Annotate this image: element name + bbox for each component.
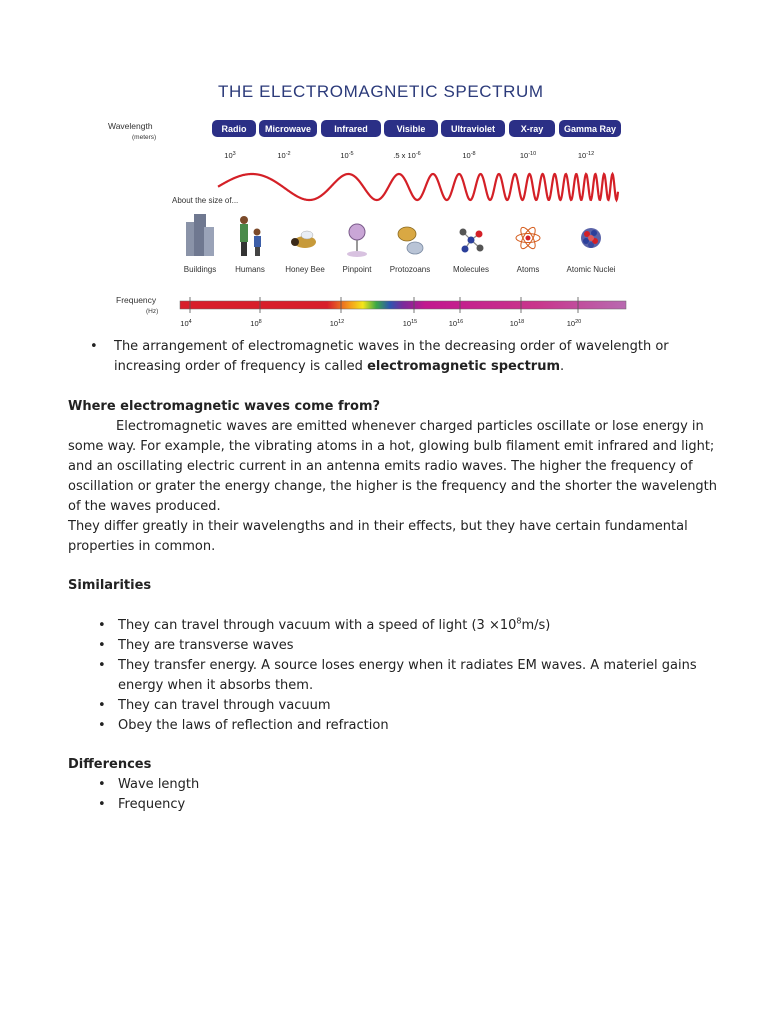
differences-section bbox=[68, 755, 718, 815]
object-label: Buildings bbox=[183, 265, 217, 274]
object-label: Pinpoint bbox=[342, 265, 372, 274]
intro-text: The arrangement of electromagnetic waves in the decreasing order of wavelength or increasing order of frequency is called bbox=[114, 339, 669, 374]
power-exponent: 8 bbox=[516, 616, 522, 626]
em-spectrum-figure bbox=[100, 72, 640, 332]
buildings-icon bbox=[186, 214, 214, 256]
similarities-section bbox=[68, 576, 718, 736]
differences-heading: Differences bbox=[68, 757, 152, 772]
band-name: Radio bbox=[221, 124, 247, 134]
object-label: Humans bbox=[235, 265, 265, 274]
intro-bold-term: electromagnetic spectrum bbox=[367, 359, 561, 374]
atomic-nucleus-icon bbox=[581, 228, 601, 248]
similarities-heading: Similarities bbox=[68, 578, 152, 593]
power-base: 10 bbox=[499, 618, 517, 633]
wavelength-label: Wavelength bbox=[108, 121, 153, 131]
band-pill-microwave bbox=[259, 120, 317, 137]
band-pill-x-ray bbox=[509, 120, 555, 137]
similarity-item bbox=[68, 616, 718, 636]
band-wavelength: $10^{-12}$ bbox=[577, 151, 595, 160]
difference-item: • Wave length bbox=[68, 775, 718, 795]
protozoans-icon bbox=[398, 227, 423, 254]
band-name: Ultraviolet bbox=[450, 124, 496, 134]
frequency-unit: (Hz) bbox=[146, 308, 159, 315]
band-wavelength: $10^3$ bbox=[224, 151, 236, 160]
difference-item: • Frequency bbox=[68, 795, 718, 815]
frequency-tick-label: $10^{12}$ bbox=[329, 319, 345, 328]
band-wavelength: $10^{-5}$ bbox=[340, 151, 354, 160]
figure-title: THE ELECTROMAGNETIC SPECTRUM bbox=[218, 82, 544, 101]
frequency-tick-label: $10^{16}$ bbox=[448, 319, 464, 328]
band-pill-radio bbox=[212, 120, 256, 137]
frequency-tick-label: $10^4$ bbox=[180, 319, 192, 328]
origin-paragraph-2: They differ greatly in their wavelengths and in their effects, but they have certain fundamental properties in common. bbox=[68, 519, 688, 554]
band-wavelength: $10^{-2}$ bbox=[277, 151, 291, 160]
size-label: About the size of... bbox=[172, 196, 239, 205]
atom-icon bbox=[516, 225, 540, 250]
object-labels bbox=[184, 265, 616, 274]
band-pill-ultraviolet bbox=[441, 120, 505, 137]
origin-section bbox=[68, 397, 718, 557]
band-pill-infrared bbox=[321, 120, 381, 137]
object-icons bbox=[186, 214, 601, 257]
wavelength-unit: (meters) bbox=[132, 134, 157, 141]
humans-icon bbox=[240, 216, 261, 256]
similarity-item: • Obey the laws of reflection and refraction bbox=[68, 716, 718, 736]
band-name: X-ray bbox=[520, 124, 544, 134]
similarity-item: • They can travel through vacuum bbox=[68, 696, 718, 716]
frequency-tick-label: $10^8$ bbox=[250, 319, 262, 328]
similarity-item: • They are transverse waves bbox=[68, 636, 718, 656]
band-wavelength: $10^{-8}$ bbox=[462, 151, 476, 160]
band-pill-visible bbox=[384, 120, 438, 137]
speed-unit: m/s) bbox=[521, 618, 551, 633]
molecules-icon bbox=[460, 229, 484, 253]
times-sign: × bbox=[488, 618, 500, 633]
frequency-tick-label: $10^{18}$ bbox=[509, 319, 525, 328]
band-pill-gamma-ray bbox=[559, 120, 621, 137]
similarity-1-text: They can travel through vacuum with a speed of light (3 bbox=[118, 618, 489, 633]
intro-bullet bbox=[68, 337, 718, 377]
honey-bee-icon bbox=[291, 231, 316, 248]
band-pills bbox=[212, 120, 621, 137]
object-label: Honey Bee bbox=[285, 265, 325, 274]
band-name: Visible bbox=[396, 124, 426, 134]
band-name: Gamma Ray bbox=[563, 124, 617, 134]
band-wavelength: .5 x $10^{-6}$ bbox=[393, 151, 421, 160]
band-name: Microwave bbox=[264, 124, 312, 134]
object-label: Protozoans bbox=[389, 265, 431, 274]
object-label: Molecules bbox=[452, 265, 490, 274]
band-wavelength: $10^{-10}$ bbox=[519, 151, 537, 160]
intro-end: . bbox=[560, 359, 565, 374]
origin-heading: Where electromagnetic waves come from? bbox=[68, 399, 381, 414]
frequency-tick-label: $10^{20}$ bbox=[566, 319, 582, 328]
object-label: Atoms bbox=[516, 265, 540, 274]
object-label: Atomic Nuclei bbox=[566, 265, 616, 274]
wavelength-values bbox=[224, 151, 594, 160]
frequency-bar bbox=[180, 301, 626, 309]
em-spectrum-diagram bbox=[100, 72, 640, 332]
frequency-label: Frequency bbox=[116, 295, 157, 305]
band-name: Infrared bbox=[334, 124, 368, 134]
em-wave bbox=[218, 174, 618, 200]
pinpoint-icon bbox=[347, 224, 367, 257]
intro-section bbox=[68, 337, 718, 377]
origin-paragraph-1: Electromagnetic waves are emitted whenever charged particles oscillate or lose energy in some way. For example, the vibrating atoms in a hot, glowing bulb filament emit infrared and light; and an oscillating electric current in an antenna emits radio waves. The higher the frequency of oscillation or grater the energy change, the higher is the frequency and the shorter the wavelength of the waves produced. bbox=[68, 419, 718, 514]
frequency-tick-label: $10^{15}$ bbox=[402, 319, 418, 328]
similarity-item: • They transfer energy. A source loses energy when it radiates EM waves. A materiel gains energy when it absorbs them. bbox=[68, 656, 718, 696]
